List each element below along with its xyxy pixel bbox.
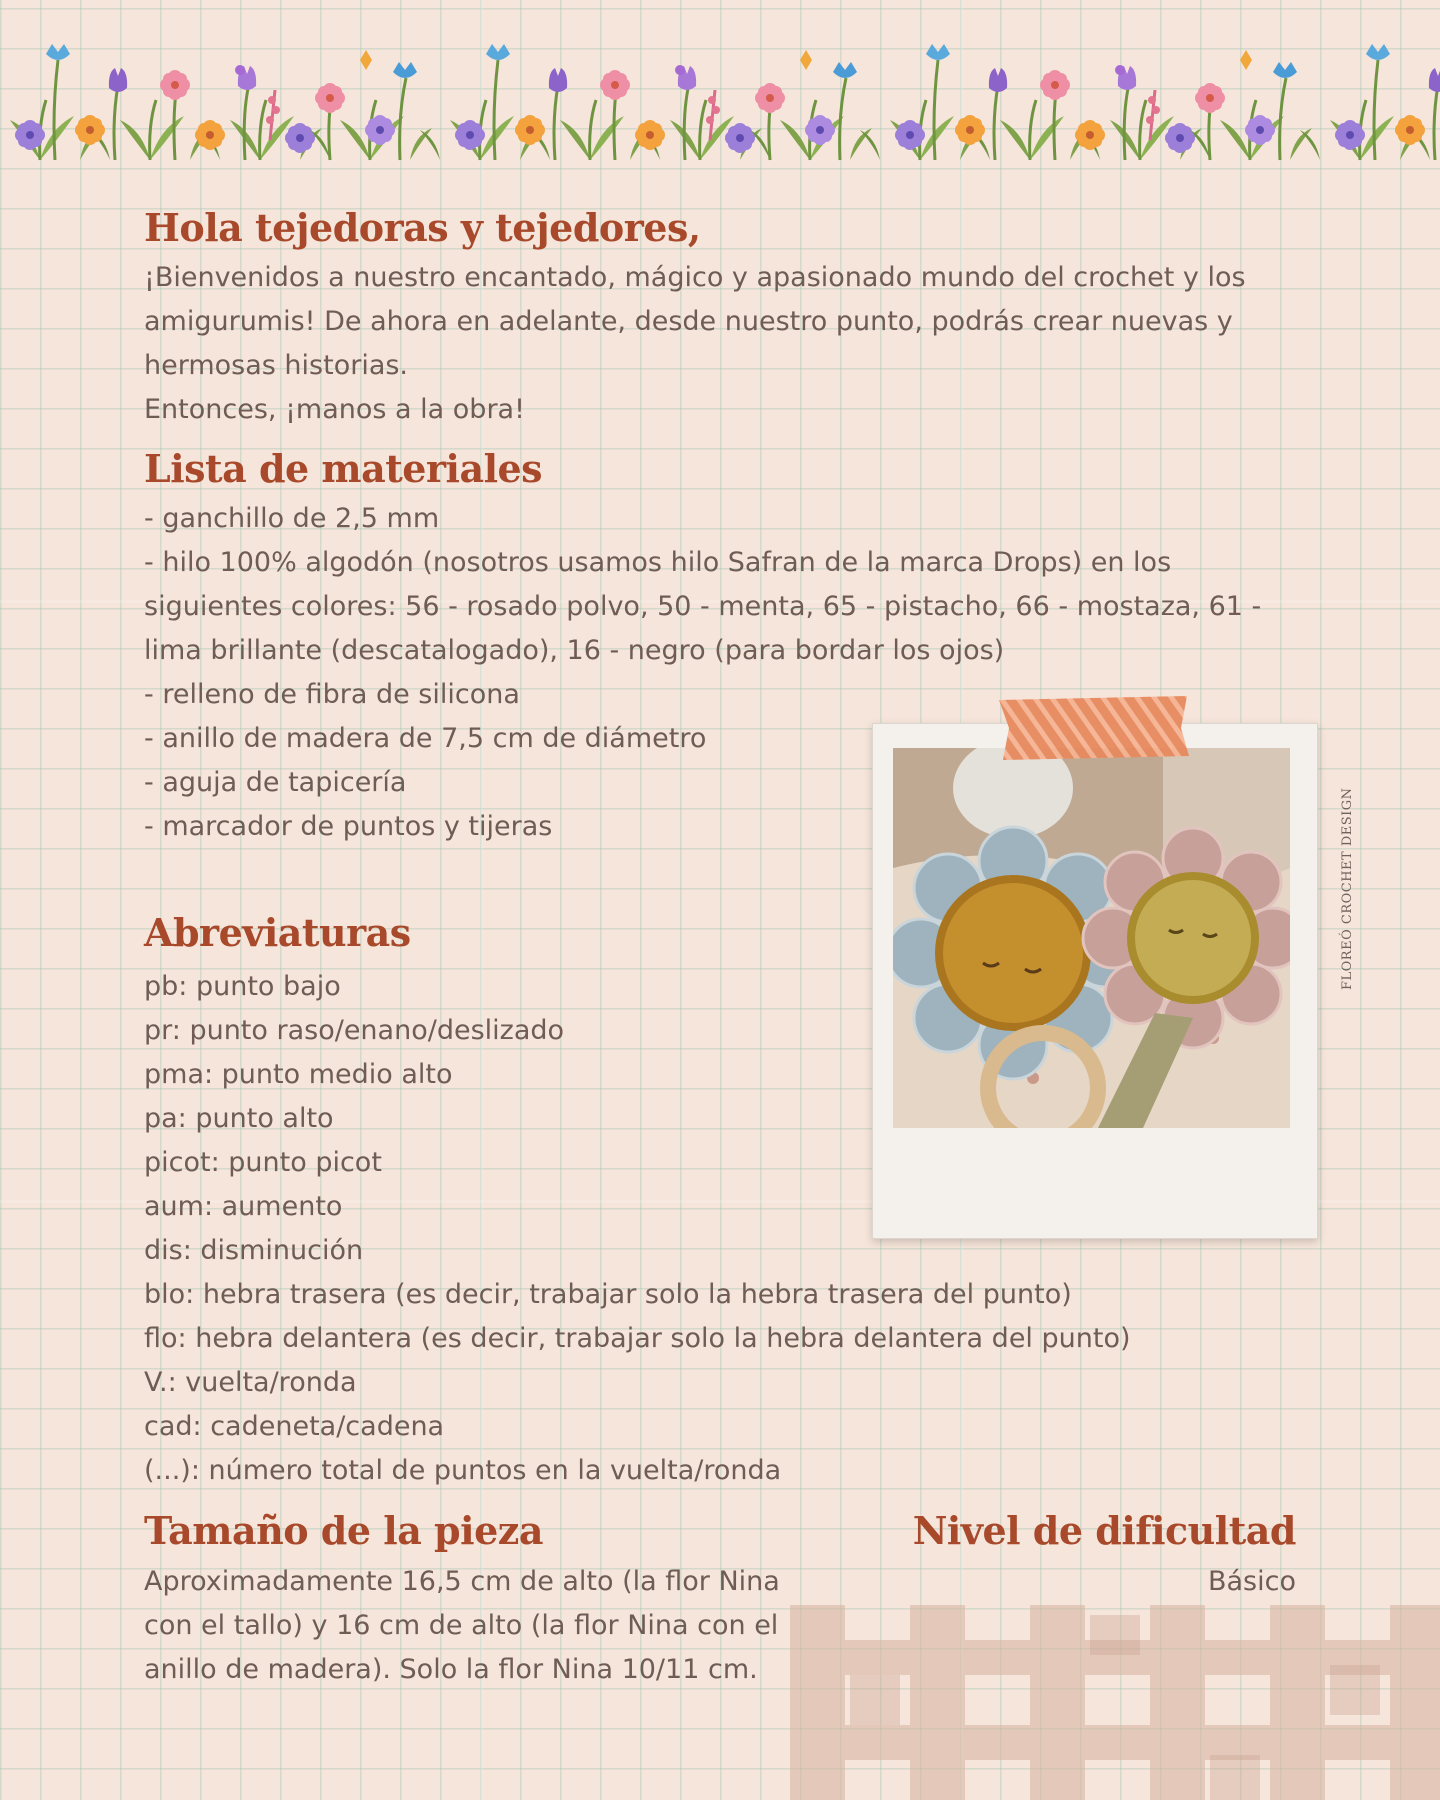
material-item: - anillo de madera de 7,5 cm de diámetro <box>144 723 707 754</box>
brand-watermark: FLOREÓ CROCHET DESIGN <box>1340 787 1355 990</box>
flower-border-illustration <box>0 30 1440 190</box>
pixelated-overlay <box>790 1605 1440 1800</box>
material-item: - aguja de tapicería <box>144 767 407 798</box>
abbreviation-item: aum: aumento <box>144 1191 343 1222</box>
materials-heading: Lista de materiales <box>144 446 543 491</box>
abbreviation-item: blo: hebra trasera (es decir, trabajar solo la hebra trasera del punto) <box>144 1279 1072 1310</box>
size-text: Aproximadamente 16,5 cm de alto (la flor Nina con el tallo) y 16 cm de alto (la flor Nina con el anillo de madera). Solo la flor Nina 10/11 cm. <box>144 1566 780 1685</box>
abbreviation-item: flo: hebra delantera (es decir, trabajar solo la hebra delantera del punto) <box>144 1323 1131 1354</box>
polaroid-frame <box>872 723 1318 1239</box>
crochet-flower-rattles-photo <box>893 748 1290 1128</box>
intro-heading: Hola tejedoras y tejedores, <box>144 205 701 250</box>
abbreviation-item: pb: punto bajo <box>144 971 341 1002</box>
material-item: - hilo 100% algodón (nosotros usamos hilo Safran de la marca Drops) en los siguientes colores: 56 - rosado polvo, 50 - menta, 65 - pistacho, 66 - mostaza, 61 - lima brillante (descatalogado), 16 - negro (para bordar los ojos) <box>144 547 1262 666</box>
abbreviation-item: (...): número total de puntos en la vuelta/ronda <box>144 1455 782 1486</box>
abbreviation-item: pa: punto alto <box>144 1103 334 1134</box>
abbreviation-item: cad: cadeneta/cadena <box>144 1411 445 1442</box>
abbreviation-item: dis: disminución <box>144 1235 364 1266</box>
abbreviation-item: pma: punto medio alto <box>144 1059 453 1090</box>
intro-line: Entonces, ¡manos a la obra! <box>144 394 525 425</box>
difficulty-value: Básico <box>1207 1566 1296 1597</box>
intro-line: ¡Bienvenidos a nuestro encantado, mágico y apasionado mundo del crochet y los amigurumis! De ahora en adelante, desde nuestro punto, podrás crear nuevas y hermosas historias. <box>144 262 1246 381</box>
abbreviation-item: V.: vuelta/ronda <box>144 1367 357 1398</box>
material-item: - marcador de puntos y tijeras <box>144 811 553 842</box>
abbreviations-heading: Abreviaturas <box>144 910 411 955</box>
abbreviation-item: picot: punto picot <box>144 1147 382 1178</box>
abbreviation-item: pr: punto raso/enano/deslizado <box>144 1015 565 1046</box>
material-item: - ganchillo de 2,5 mm <box>144 503 440 534</box>
intro-paragraph <box>144 256 1294 432</box>
washi-tape <box>995 694 1191 762</box>
material-item: - relleno de fibra de silicona <box>144 679 520 710</box>
size-heading: Tamaño de la pieza <box>144 1508 543 1553</box>
difficulty-heading: Nivel de dificultad <box>912 1508 1296 1553</box>
